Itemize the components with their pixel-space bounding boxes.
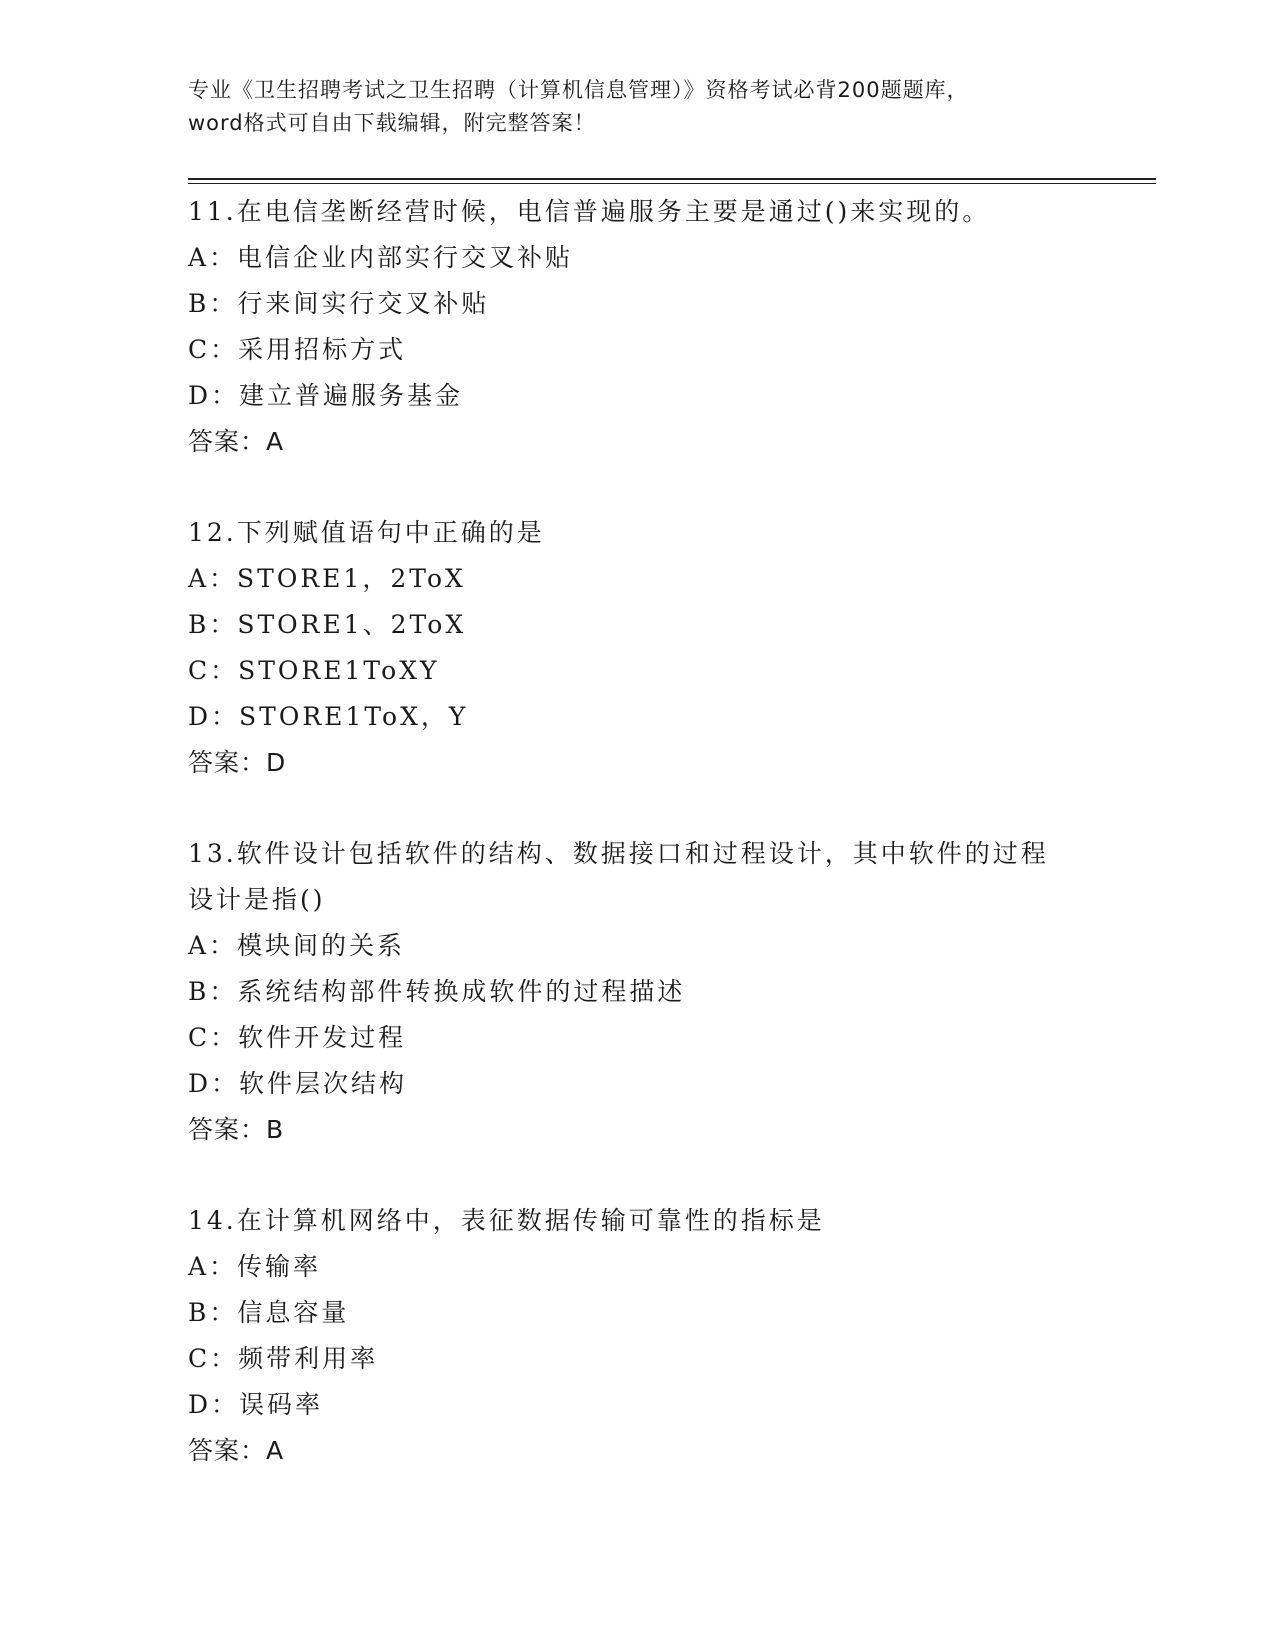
- option-a: A：传输率: [188, 1252, 322, 1281]
- question-title-continued: 设计是指(): [188, 885, 326, 914]
- question-13: [188, 831, 1088, 1153]
- option-d: D：软件层次结构: [188, 1069, 408, 1098]
- header-line-2: word格式可自由下载编辑，附完整答案！: [188, 111, 596, 135]
- question-14: [188, 1198, 1088, 1474]
- option-b: B：信息容量: [188, 1298, 350, 1327]
- header-line-1: 专业《卫生招聘考试之卫生招聘（计算机信息管理）》资格考试必背200题题库，: [188, 78, 969, 102]
- header-divider-thick: [188, 178, 1156, 180]
- question-title: 13.软件设计包括软件的结构、数据接口和过程设计，其中软件的过程: [188, 839, 1049, 868]
- answer: 答案：B: [188, 1115, 285, 1144]
- question-title: 12.下列赋值语句中正确的是: [188, 518, 545, 547]
- option-a: A：模块间的关系: [188, 931, 406, 960]
- option-d: D：STORE1ToX，Y: [188, 702, 469, 731]
- option-a: A：STORE1，2ToX: [188, 564, 466, 593]
- question-12: [188, 510, 1088, 786]
- option-b: B：STORE1、2ToX: [188, 610, 467, 639]
- option-b: B：行来间实行交叉补贴: [188, 289, 490, 318]
- question-title: 14.在计算机网络中，表征数据传输可靠性的指标是: [188, 1206, 825, 1235]
- option-d: D：建立普遍服务基金: [188, 381, 464, 410]
- option-c: C：软件开发过程: [188, 1023, 407, 1052]
- document-header: [188, 74, 1088, 140]
- answer: 答案：D: [188, 748, 287, 777]
- answer: 答案：A: [188, 1436, 285, 1465]
- header-divider-thin: [188, 183, 1156, 184]
- option-b: B：系统结构部件转换成软件的过程描述: [188, 977, 686, 1006]
- question-title: 11.在电信垄断经营时候，电信普遍服务主要是通过()来实现的。: [188, 197, 991, 226]
- option-a: A：电信企业内部实行交叉补贴: [188, 243, 574, 272]
- option-d: D：误码率: [188, 1390, 324, 1419]
- option-c: C：采用招标方式: [188, 335, 407, 364]
- answer: 答案：A: [188, 427, 285, 456]
- option-c: C：频带利用率: [188, 1344, 379, 1373]
- option-c: C：STORE1ToXY: [188, 656, 440, 685]
- question-11: [188, 189, 1088, 465]
